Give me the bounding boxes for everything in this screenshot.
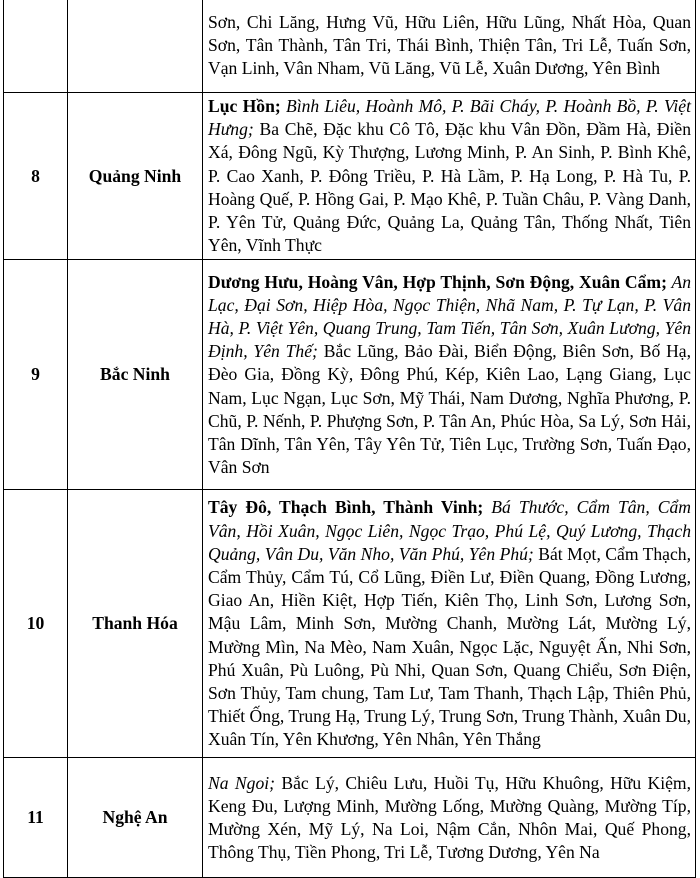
italic-communes: Na Ngoi; — [208, 772, 275, 793]
italic-communes: An Lạc, Đại Sơn, Hiệp Hòa, Ngọc Thiện, Nhã Nam, P. Tự Lạn, P. Vân Hà, P. Việt Yên, Quang Trung, Tam Tiến, Tân Sơn, Xuân Lương, Yên Định, Yên Thế; — [208, 271, 692, 362]
table-row — [4, 260, 696, 490]
row-number — [4, 0, 68, 93]
table-row — [4, 0, 696, 93]
bold-communes: Dương Hưu, Hoàng Vân, Hợp Thịnh, Sơn Động, Xuân Cẩm; — [208, 271, 667, 292]
commune-list — [203, 490, 696, 758]
province-name: Bắc Ninh — [68, 260, 203, 490]
province-name: Thanh Hóa — [68, 490, 203, 758]
row-number: 11 — [4, 758, 68, 878]
province-commune-table — [3, 0, 696, 878]
italic-communes: Bá Thước, Cẩm Tân, Cẩm Vân, Hồi Xuân, Ngọc Liên, Ngọc Trạo, Phú Lệ, Quý Lương, Thạch Quảng, Vân Du, Văn Nho, Văn Phú, Yên Phú; — [208, 497, 691, 564]
row-number: 8 — [4, 93, 68, 260]
regular-communes: Ba Chẽ, Đặc khu Cô Tô, Đặc khu Vân Đồn, Đầm Hà, Điền Xá, Đông Ngũ, Kỳ Thượng, Lương Minh, P. An Sinh, P. Bình Khê, P. Cao Xanh, P. Đông Triều, P. Hà Lầm, P. Hạ Long, P. Hà Tu, P. Hoàng Quế, P. Hồng Gai, P. Mạo Khê, P. Tuần Châu, P. Vàng Danh, P. Yên Tử, Quảng Đức, Quảng La, Quảng Tân, Thống Nhất, Tiên Yên, Vĩnh Thực — [208, 119, 691, 256]
regular-communes: Bắc Lũng, Bảo Đài, Biển Động, Biên Sơn, Bố Hạ, Đèo Gia, Đồng Kỳ, Đông Phú, Kép, Kiên Lao, Lạng Giang, Lục Nam, Lục Ngạn, Lục Sơn, Mỹ Thái, Nam Dương, Nghĩa Phương, P. Chũ, P. Nếnh, P. Phượng Sơn, P. Tân An, Phúc Hòa, Sa Lý, Sơn Hải, Tân Dĩnh, Tân Yên, Tây Yên Tử, Tiên Lục, Trường Sơn, Tuấn Đạo, Vân Sơn — [208, 341, 691, 478]
regular-communes: Bắc Lý, Chiêu Lưu, Huồi Tụ, Hữu Khuông, Hữu Kiệm, Keng Đu, Lượng Minh, Mường Lống, Mường Quàng, Mường Típ, Mường Xén, Mỹ Lý, Na Loi, Nậm Cắn, Nhôn Mai, Quế Phong, Thông Thụ, Tiền Phong, Tri Lễ, Tương Dương, Yên Na — [208, 772, 691, 863]
province-name: Nghệ An — [68, 758, 203, 878]
bold-communes: Tây Đô, Thạch Bình, Thành Vinh; — [208, 497, 484, 518]
province-name — [68, 0, 203, 93]
commune-list — [203, 758, 696, 878]
table-row — [4, 93, 696, 260]
row-number: 10 — [4, 490, 68, 758]
commune-list — [203, 93, 696, 260]
bold-communes: Lục Hồn; — [208, 96, 281, 116]
regular-communes: Sơn, Chi Lăng, Hưng Vũ, Hữu Liên, Hữu Lũng, Nhất Hòa, Quan Sơn, Tân Thành, Tân Tri, Thái Bình, Thiện Tân, Tri Lễ, Tuấn Sơn, Vạn Linh, Vân Nham, Vũ Lăng, Vũ Lễ, Xuân Dương, Yên Bình — [208, 11, 691, 79]
commune-list — [203, 0, 696, 93]
italic-communes: Bình Liêu, Hoành Mô, P. Bãi Cháy, P. Hoành Bồ, P. Việt Hưng; — [208, 96, 691, 140]
regular-communes: Bát Mọt, Cẩm Thạch, Cẩm Thủy, Cẩm Tú, Cổ Lũng, Điền Lư, Điền Quang, Đồng Lương, Giao An, Hiền Kiệt, Hợp Tiến, Kiên Thọ, Linh Sơn, Lương Sơn, Mậu Lâm, Minh Sơn, Mường Chanh, Mường Lát, Mường Lý, Mường Mìn, Na Mèo, Nam Xuân, Ngọc Lặc, Nguyệt Ấn, Nhi Sơn, Phú Xuân, Pù Luông, Pù Nhi, Quan Sơn, Quang Chiểu, Sơn Điện, Sơn Thủy, Tam chung, Tam Lư, Tam Thanh, Thạch Lập, Thiên Phủ, Thiết Ống, Trung Hạ, Trung Lý, Trung Sơn, Trung Thành, Xuân Du, Xuân Tín, Yên Khương, Yên Nhân, Yên Thắng — [208, 543, 691, 750]
table-row — [4, 758, 696, 878]
table-row — [4, 490, 696, 758]
commune-list — [203, 260, 696, 490]
row-number: 9 — [4, 260, 68, 490]
province-name: Quảng Ninh — [68, 93, 203, 260]
